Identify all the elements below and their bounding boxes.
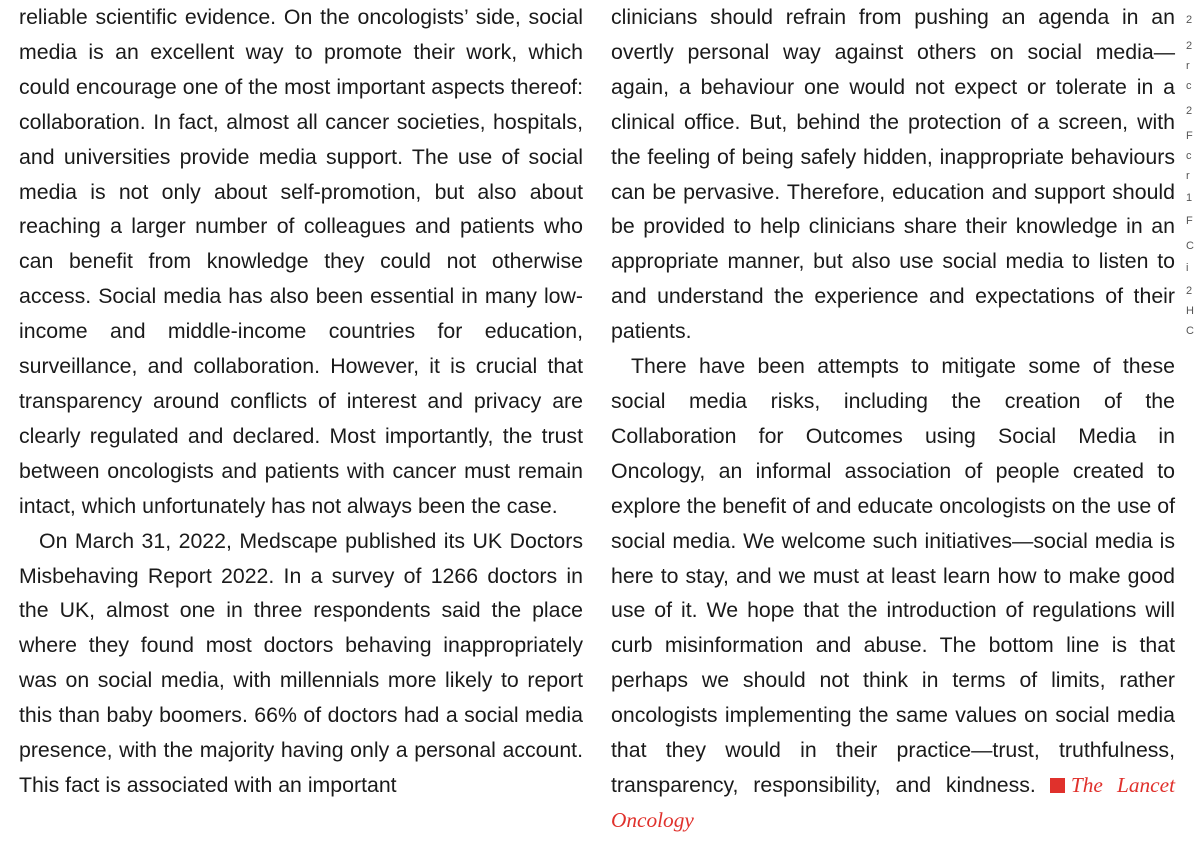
margin-fragment: r	[1186, 170, 1190, 182]
margin-fragment: 2	[1186, 40, 1193, 52]
article-column-left	[19, 0, 583, 803]
article-column-right	[611, 0, 1175, 838]
margin-fragment: C	[1186, 325, 1194, 337]
margin-fragment: F	[1186, 130, 1193, 142]
square-icon	[1050, 778, 1065, 793]
margin-fragment: 2	[1186, 14, 1193, 26]
right-paragraph-2	[611, 349, 1175, 838]
margin-fragment: r	[1186, 60, 1190, 72]
margin-fragment: i	[1186, 262, 1189, 274]
left-paragraph-1: reliable scientific evidence. On the oncologists’ side, social media is an excellent way to promote their work, which could encourage one of the most important aspects thereof: collaboration. In fact, almost all cancer societies, hospitals, and universities provide media support. The use of social media is not only about self-promotion, but also about reaching a larger number of colleagues and patients who can benefit from knowledge they could not otherwise access. Social media has also been essential in many low-income and middle-income countries for education, surveillance, and collaboration. However, it is crucial that transparency around conflicts of interest and privacy are clearly regulated and declared. Most importantly, the trust between oncologists and patients with cancer must remain intact, which unfortunately has not always been the case.	[19, 5, 583, 518]
margin-fragment: 1	[1186, 192, 1193, 204]
right-paragraph-1: clinicians should refrain from pushing an agenda in an overtly personal way against others on social media—again, a behaviour one would not expect or tolerate in a clinical office. But, behind the protection of a screen, with the feeling of being safely hidden, inappropriate behaviours can be pervasive. Therefore, education and support should be provided to help clinicians share their knowledge in an appropriate manner, but also use social media to listen to and understand the experience and expectations of their patients.	[611, 5, 1175, 344]
right-paragraph-2-text: There have been attempts to mitigate some of these social media risks, including the creation of the Collaboration for Outcomes using Social Media in Oncology, an informal association of people created to explore the benefit of and educate oncologists on the use of social media. We welcome such initiatives—social media is here to stay, and we must at least learn how to make good use of it. We hope that the introduction of regulations will curb misinformation and abuse. The bottom line is that perhaps we should not think in terms of limits, rather oncologists implementing the same values on social media that they would in their practice—trust, truthfulness, transparency, responsibility, and kindness.	[611, 354, 1175, 797]
left-paragraph-2: On March 31, 2022, Medscape published its UK Doctors Misbehaving Report 2022. In a survey of 1266 doctors in the UK, almost one in three respondents said the place where they found most doctors behaving inappropriately was on social media, with millennials more likely to report this than baby boomers. 66% of doctors had a social media presence, with the majority having only a personal account. This fact is associated with an important	[19, 528, 583, 797]
adjacent-column-fragments	[1186, 0, 1200, 843]
journal-signature: The Lancet Oncology	[611, 772, 1175, 832]
margin-fragment: 2	[1186, 105, 1193, 117]
margin-fragment: c	[1186, 80, 1192, 92]
margin-fragment: C	[1186, 240, 1194, 252]
margin-fragment: F	[1186, 215, 1193, 227]
margin-fragment: 2	[1186, 285, 1193, 297]
margin-fragment: c	[1186, 150, 1192, 162]
margin-fragment: H	[1186, 305, 1194, 317]
